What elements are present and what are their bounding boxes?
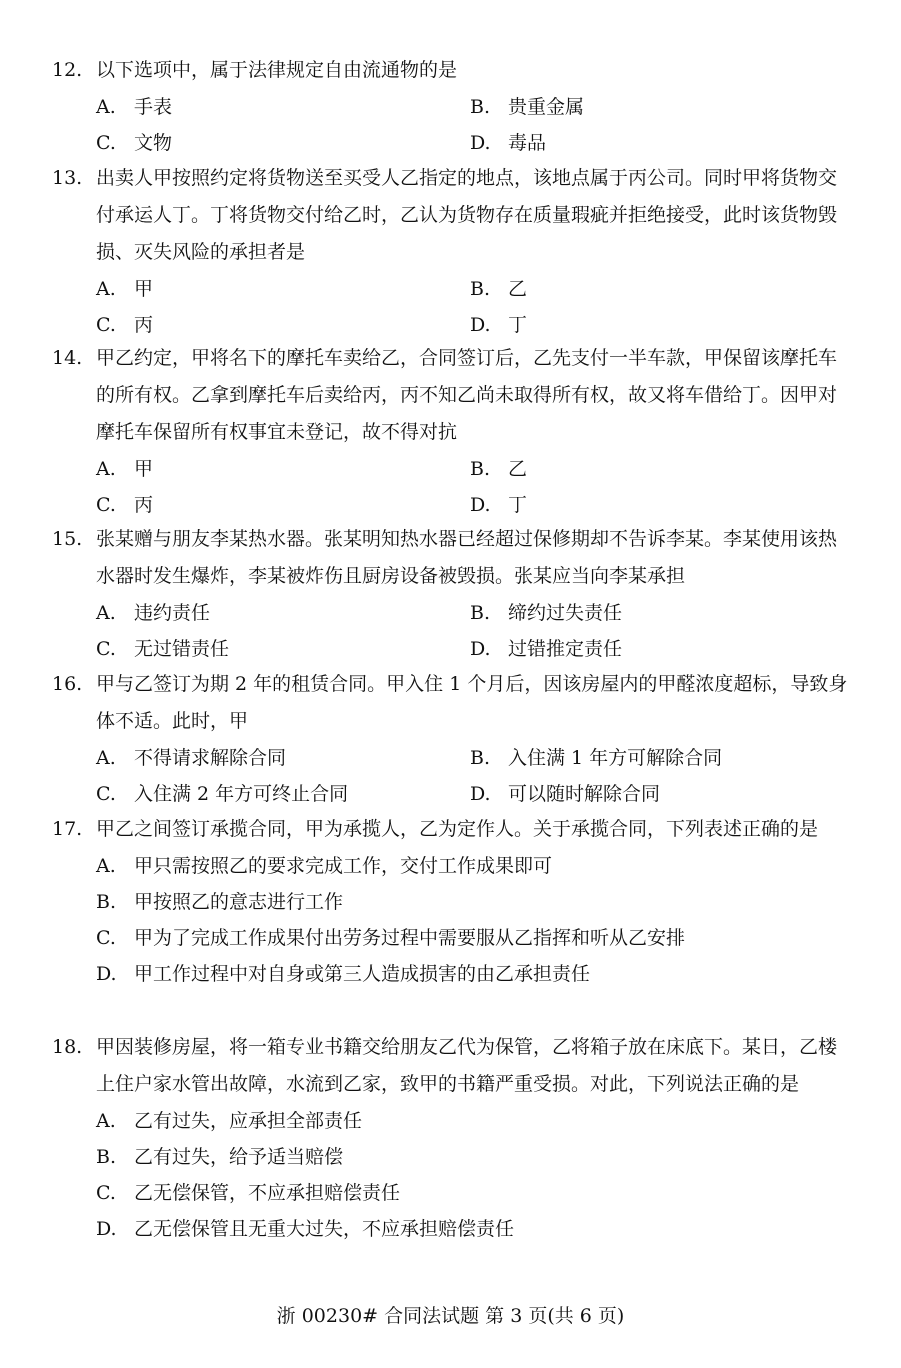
option-text: 乙 xyxy=(508,458,528,480)
option-b xyxy=(470,271,527,307)
question-text: 甲因装修房屋，将一箱专业书籍交给朋友乙代为保管，乙将箱子放在床底下。某日，乙楼上住户家水管出故障，水流到乙家，致甲的书籍严重受损。对此，下列说法正确的是 xyxy=(96,1036,838,1095)
question-number: 12. xyxy=(52,59,83,81)
option-letter: C. xyxy=(96,927,116,949)
question-text: 以下选项中，属于法律规定自由流通物的是 xyxy=(96,59,458,81)
option-letter: D. xyxy=(470,314,491,336)
option-b xyxy=(470,595,622,631)
option-text: 乙无偿保管，不应承担赔偿责任 xyxy=(134,1182,401,1204)
option-letter: D. xyxy=(470,494,491,516)
option-text: 入住满 1 年方可解除合同 xyxy=(508,747,723,769)
option-letter: D. xyxy=(96,963,117,985)
option-c xyxy=(96,776,348,812)
option-text: 甲 xyxy=(134,458,154,480)
question-text: 出卖人甲按照约定将货物送至买受人乙指定的地点，该地点属于丙公司。同时甲将货物交付承运人丁。丁将货物交付给乙时，乙认为货物存在质量瑕疵并拒绝接受，此时该货物毁损、灭失风险的承担者是 xyxy=(96,167,838,263)
question-stem xyxy=(52,52,852,89)
option-letter: A. xyxy=(96,278,116,300)
question-14 xyxy=(52,340,852,523)
option-d xyxy=(470,487,527,523)
option-letter: A. xyxy=(96,458,116,480)
option-a xyxy=(96,848,552,884)
option-b xyxy=(96,1139,343,1175)
option-d xyxy=(470,631,622,667)
option-text: 手表 xyxy=(134,96,173,118)
option-b xyxy=(470,451,527,487)
question-17 xyxy=(52,811,852,992)
question-16 xyxy=(52,666,852,812)
option-c xyxy=(96,920,685,956)
option-text: 违约责任 xyxy=(134,602,211,624)
option-letter: C. xyxy=(96,783,116,805)
option-c xyxy=(96,631,229,667)
option-text: 甲工作过程中对自身或第三人造成损害的由乙承担责任 xyxy=(134,963,591,985)
option-letter: B. xyxy=(470,278,491,300)
option-c xyxy=(96,487,153,523)
option-d xyxy=(470,125,546,161)
options xyxy=(52,740,852,812)
option-letter: A. xyxy=(96,602,116,624)
option-letter: D. xyxy=(470,783,491,805)
question-number: 17. xyxy=(52,818,83,840)
option-text: 乙 xyxy=(508,278,528,300)
option-b xyxy=(470,740,722,776)
option-text: 乙有过失，应承担全部责任 xyxy=(134,1110,363,1132)
option-letter: A. xyxy=(96,747,116,769)
option-letter: C. xyxy=(96,314,116,336)
question-number: 15. xyxy=(52,528,83,550)
option-a xyxy=(96,271,153,307)
question-stem xyxy=(52,1029,852,1103)
option-text: 缔约过失责任 xyxy=(508,602,623,624)
option-text: 乙无偿保管且无重大过失，不应承担赔偿责任 xyxy=(134,1218,515,1240)
option-letter: B. xyxy=(96,891,117,913)
option-a xyxy=(96,740,286,776)
question-text: 张某赠与朋友李某热水器。张某明知热水器已经超过保修期却不告诉李某。李某使用该热水器时发生爆炸，李某被炸伤且厨房设备被毁损。张某应当向李某承担 xyxy=(96,528,838,587)
page-footer: 浙 00230# 合同法试题 第 3 页(共 6 页) xyxy=(276,1305,625,1327)
option-text: 甲只需按照乙的要求完成工作，交付工作成果即可 xyxy=(134,855,553,877)
option-text: 可以随时解除合同 xyxy=(508,783,661,805)
option-text: 不得请求解除合同 xyxy=(134,747,287,769)
option-letter: D. xyxy=(96,1218,117,1240)
option-letter: D. xyxy=(470,132,491,154)
options xyxy=(52,89,852,161)
question-stem xyxy=(52,160,852,271)
option-letter: B. xyxy=(470,747,491,769)
option-d xyxy=(96,1211,514,1247)
options xyxy=(52,451,852,523)
option-text: 甲按照乙的意志进行工作 xyxy=(134,891,344,913)
question-number: 16. xyxy=(52,673,83,695)
option-a xyxy=(96,1103,362,1139)
option-text: 乙有过失，给予适当赔偿 xyxy=(134,1146,344,1168)
option-text: 过错推定责任 xyxy=(508,638,623,660)
option-b xyxy=(470,89,584,125)
option-letter: B. xyxy=(470,602,491,624)
option-text: 贵重金属 xyxy=(508,96,585,118)
question-18 xyxy=(52,1029,852,1247)
option-b xyxy=(96,884,343,920)
option-letter: C. xyxy=(96,1182,116,1204)
question-stem xyxy=(52,666,852,740)
option-letter: C. xyxy=(96,132,116,154)
question-text: 甲与乙签订为期 2 年的租赁合同。甲入住 1 个月后，因该房屋内的甲醛浓度超标，导致身体不适。此时，甲 xyxy=(96,673,848,732)
options xyxy=(52,848,852,992)
option-a xyxy=(96,89,172,125)
option-c xyxy=(96,307,153,343)
options xyxy=(52,271,852,343)
option-text: 无过错责任 xyxy=(134,638,230,660)
question-text: 甲乙约定，甲将名下的摩托车卖给乙，合同签订后，乙先支付一半车款，甲保留该摩托车的所有权。乙拿到摩托车后卖给丙，丙不知乙尚未取得所有权，故又将车借给丁。因甲对摩托车保留所有权事宜未登记，故不得对抗 xyxy=(96,347,838,443)
option-letter: C. xyxy=(96,638,116,660)
option-a xyxy=(96,595,210,631)
options xyxy=(52,595,852,667)
option-d xyxy=(470,776,660,812)
option-letter: B. xyxy=(470,96,491,118)
option-a xyxy=(96,451,153,487)
option-letter: C. xyxy=(96,494,116,516)
option-letter: A. xyxy=(96,96,116,118)
question-number: 14. xyxy=(52,347,83,369)
question-12 xyxy=(52,52,852,161)
option-text: 入住满 2 年方可终止合同 xyxy=(134,783,349,805)
option-text: 甲 xyxy=(134,278,154,300)
question-13 xyxy=(52,160,852,343)
option-text: 丙 xyxy=(134,314,154,336)
option-d xyxy=(470,307,527,343)
question-text: 甲乙之间签订承揽合同，甲为承揽人，乙为定作人。关于承揽合同，下列表述正确的是 xyxy=(96,818,819,840)
options xyxy=(52,1103,852,1247)
option-text: 丁 xyxy=(508,494,528,516)
option-c xyxy=(96,125,172,161)
option-text: 丙 xyxy=(134,494,154,516)
option-text: 丁 xyxy=(508,314,528,336)
option-letter: A. xyxy=(96,1110,116,1132)
option-letter: B. xyxy=(470,458,491,480)
question-stem xyxy=(52,340,852,451)
question-number: 13. xyxy=(52,167,83,189)
option-letter: B. xyxy=(96,1146,117,1168)
option-d xyxy=(96,956,590,992)
option-text: 文物 xyxy=(134,132,173,154)
question-15 xyxy=(52,521,852,667)
option-text: 毒品 xyxy=(508,132,547,154)
question-stem xyxy=(52,521,852,595)
option-text: 甲为了完成工作成果付出劳务过程中需要服从乙指挥和听从乙安排 xyxy=(134,927,686,949)
option-letter: A. xyxy=(96,855,116,877)
question-stem xyxy=(52,811,852,848)
option-c xyxy=(96,1175,400,1211)
question-number: 18. xyxy=(52,1036,83,1058)
option-letter: D. xyxy=(470,638,491,660)
